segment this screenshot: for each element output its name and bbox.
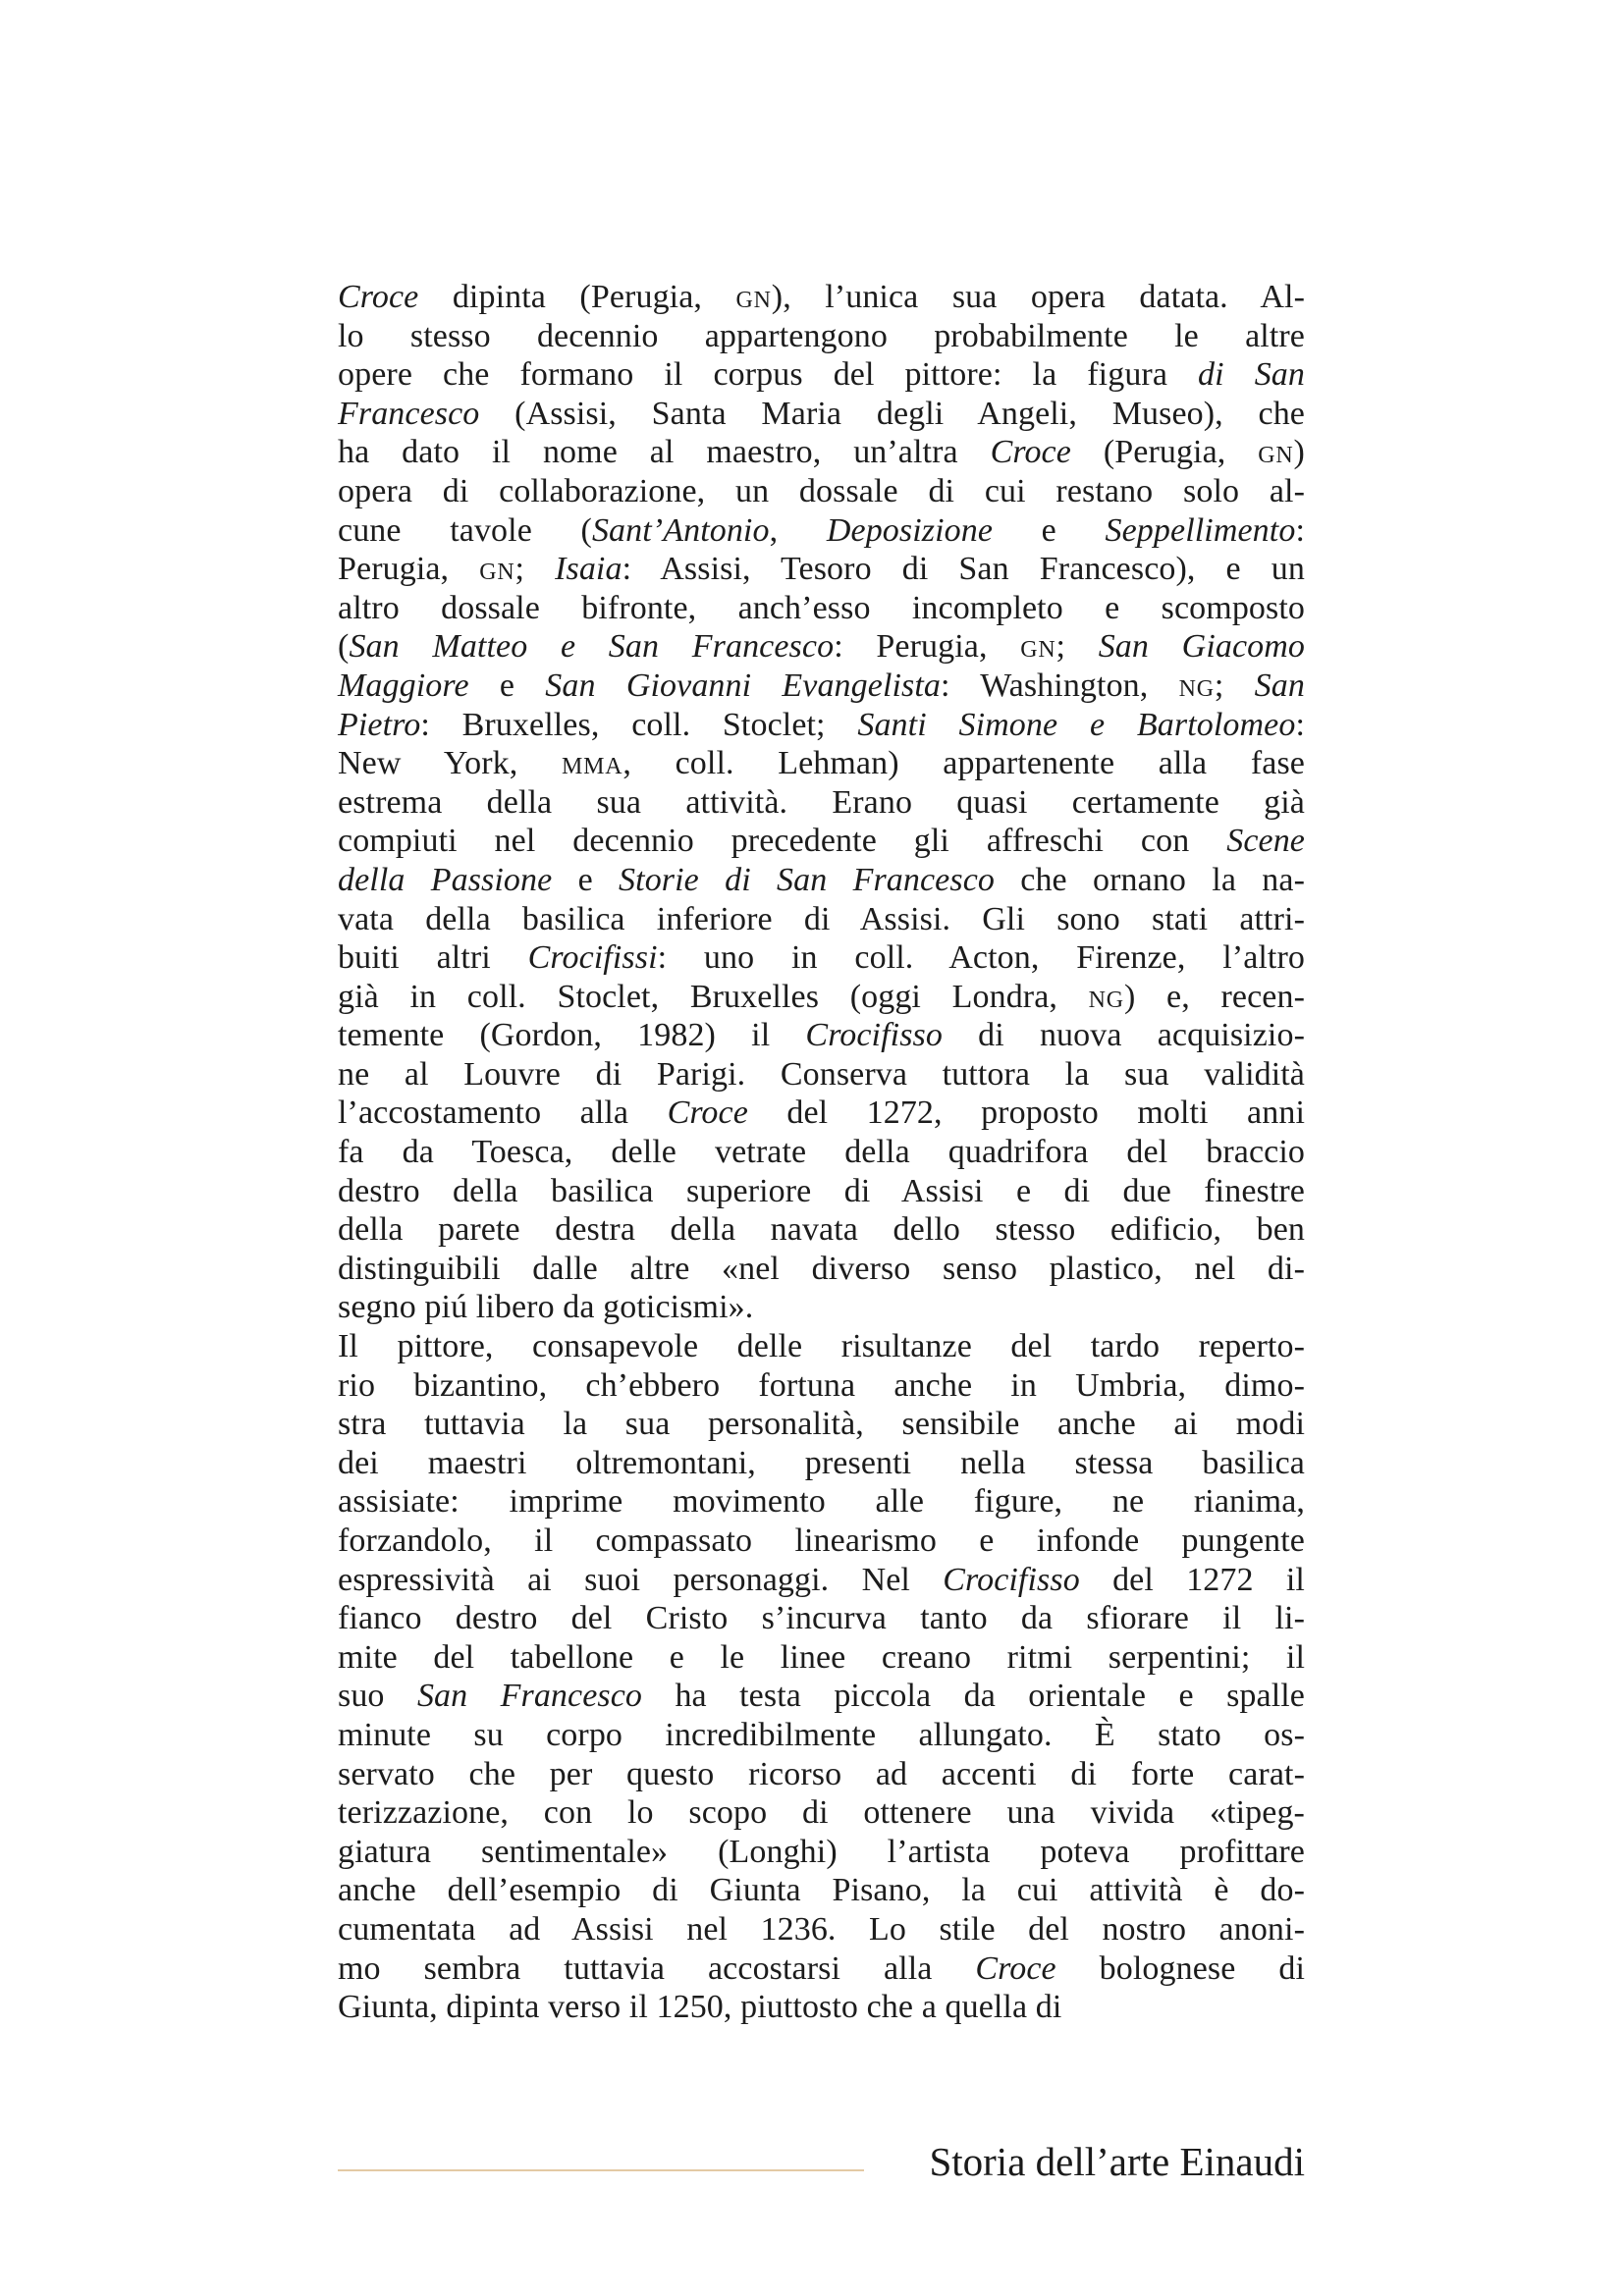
abbreviation: ng [1088, 978, 1124, 1015]
text-line [338, 1288, 1305, 1327]
text-line [338, 900, 1305, 939]
text-run: lo stesso decennio appartengono probabilmente le altre [338, 317, 1305, 354]
italic-text: San Matteo e San Francesco [349, 628, 835, 666]
italic-text: Santi Simone e Bartolomeo [857, 706, 1296, 743]
text-line [338, 1366, 1305, 1406]
text-run: rio bizantino, ch’ebbero fortuna anche in Umbria, dimo- [338, 1366, 1305, 1404]
text-run: assisiate: imprime movimento alle figure, ne rianima, [338, 1483, 1305, 1521]
text-line [338, 822, 1305, 861]
text-line [338, 1833, 1305, 1872]
text-run: : [1295, 511, 1305, 549]
text-run: Giunta, dipinta verso il 1250, piuttosto che a quella di [338, 1989, 1062, 2026]
text-run: cumentata ad Assisi nel 1236. Lo stile del nostro anoni- [338, 1910, 1305, 1948]
text-run: dipinta (Perugia, [418, 279, 736, 315]
italic-text: Maggiore [338, 667, 469, 704]
text-line [338, 1910, 1305, 1949]
text-line [338, 1755, 1305, 1794]
footer-title: Storia dell’arte Einaudi [929, 2139, 1305, 2184]
text-run: vata della basilica inferiore di Assisi. Gli sono stati attri- [338, 900, 1305, 937]
text-run: del 1272, proposto molti anni [747, 1095, 1305, 1132]
text-run: stra tuttavia la sua personalità, sensibile anche ai modi [338, 1406, 1305, 1443]
text-line [338, 1561, 1305, 1600]
text-run: segno piú libero da goticismi». [338, 1289, 754, 1326]
page-footer [338, 2137, 1305, 2186]
text-run: fa da Toesca, delle vetrate della quadrifora del braccio [338, 1134, 1305, 1171]
italic-text: Crocifissi [527, 939, 658, 977]
text-run: : Assisi, Tesoro di San Francesco), e un [622, 551, 1305, 588]
text-line [338, 1482, 1305, 1522]
text-run: del 1272 il [1079, 1561, 1305, 1598]
italic-text: di San [1198, 356, 1305, 394]
text-line [338, 667, 1305, 706]
text-run: : uno in coll. Acton, Firenze, l’altro [657, 939, 1306, 977]
text-run: che ornano la na- [995, 861, 1305, 898]
italic-text: Francesco [338, 395, 480, 432]
text-run: bolognese di [1055, 1949, 1305, 1987]
text-run: espressività ai suoi personaggi. Nel [338, 1561, 944, 1598]
text-line [338, 1716, 1305, 1755]
text-run: ; [514, 551, 556, 588]
italic-text: Crocifisso [943, 1561, 1080, 1598]
italic-text: Scene [1226, 823, 1305, 860]
text-run: cune tavole ( [338, 511, 592, 549]
italic-text: Croce [667, 1095, 748, 1132]
text-run: ), l’unica sua opera datata. Al- [771, 279, 1306, 315]
text-run: ) [1293, 434, 1305, 471]
text-run: (Perugia, [1070, 434, 1259, 471]
text-line [338, 1016, 1305, 1055]
text-line [338, 1405, 1305, 1444]
text-line [338, 589, 1305, 628]
text-run: , [769, 511, 827, 549]
abbreviation: gn [735, 279, 772, 315]
text-run: e [993, 511, 1106, 549]
text-line [338, 1250, 1305, 1289]
text-run: : Washington, [941, 667, 1179, 704]
text-line [338, 1094, 1305, 1133]
text-run: opera di collaborazione, un dossale di cui restano solo al- [338, 472, 1305, 509]
text-run: ne al Louvre di Parigi. Conserva tuttora la sua validità [338, 1055, 1305, 1093]
text-line [338, 1444, 1305, 1483]
text-line [338, 706, 1305, 745]
text-line [338, 1522, 1305, 1561]
italic-text: Sant’Antonio [591, 511, 770, 549]
text-line [338, 1055, 1305, 1095]
text-line [338, 1988, 1305, 2027]
text-line [338, 1677, 1305, 1716]
abbreviation: gn [479, 551, 515, 588]
text-line [338, 278, 1305, 317]
text-line [338, 783, 1305, 823]
italic-text: Croce [975, 1949, 1056, 1987]
text-run: e [468, 667, 546, 704]
text-run: : Perugia, [834, 628, 1021, 666]
text-line [338, 744, 1305, 783]
text-line [338, 938, 1305, 978]
text-run: destro della basilica superiore di Assisi e di due finestre [338, 1172, 1305, 1209]
text-run: compiuti nel decennio precedente gli affreschi con [338, 823, 1227, 860]
abbreviation: gn [1258, 434, 1294, 471]
abbreviation: ng [1178, 667, 1215, 704]
text-line [338, 1599, 1305, 1638]
text-run: Il pittore, consapevole delle risultanze del tardo reperto- [338, 1328, 1305, 1365]
italic-text: San Giovanni Evangelista [545, 667, 942, 704]
text-line [338, 511, 1305, 551]
text-run: buiti altri [338, 939, 528, 977]
text-run: distinguibili dalle altre «nel diverso senso plastico, nel di- [338, 1250, 1305, 1287]
text-line [338, 317, 1305, 356]
text-line [338, 395, 1305, 434]
italic-text: Storie di San Francesco [619, 861, 995, 898]
text-run: opere che formano il corpus del pittore: la figura [338, 356, 1199, 394]
text-run: (Assisi, Santa Maria degli Angeli, Museo), che [479, 395, 1305, 432]
text-line [338, 550, 1305, 589]
text-line [338, 861, 1305, 900]
text-line [338, 1133, 1305, 1172]
text-run: ; [1214, 667, 1255, 704]
text-line [338, 1327, 1305, 1366]
text-line [338, 627, 1305, 667]
text-run: , coll. Lehman) appartenente alla fase [622, 745, 1305, 782]
text-line [338, 1949, 1305, 1989]
text-run: minute su corpo incredibilmente allungato. È stato os- [338, 1716, 1305, 1753]
text-run: l’accostamento alla [338, 1095, 668, 1132]
italic-text: Seppellimento [1105, 511, 1296, 549]
footer-rule [338, 2169, 864, 2171]
text-run: e [552, 861, 620, 898]
text-line [338, 472, 1305, 511]
text-run: della parete destra della navata dello stesso edificio, ben [338, 1211, 1305, 1249]
text-line [338, 1210, 1305, 1250]
text-run: : [1295, 706, 1305, 743]
text-line [338, 1871, 1305, 1910]
text-run: forzandolo, il compassato linearismo e infonde pungente [338, 1522, 1305, 1559]
text-run: altro dossale bifronte, anch’esso incompleto e scomposto [338, 589, 1305, 626]
italic-text: della Passione [338, 861, 553, 898]
text-line [338, 1793, 1305, 1833]
text-run: ) e, recen- [1123, 978, 1305, 1015]
italic-text: San Francesco [416, 1678, 643, 1715]
text-run: giatura sentimentale» (Longhi) l’artista poteva profittare [338, 1833, 1305, 1870]
italic-text: San Giacomo [1098, 628, 1306, 666]
italic-text: Pietro [338, 706, 421, 743]
text-run: ha testa piccola da orientale e spalle [642, 1678, 1305, 1715]
abbreviation: mma [561, 745, 623, 782]
text-run: dei maestri oltremontani, presenti nella stessa basilica [338, 1444, 1305, 1481]
text-run: : Bruxelles, coll. Stoclet; [420, 706, 858, 743]
text-run: terizzazione, con lo scopo di ottenere una vivida «tipeg- [338, 1794, 1305, 1832]
italic-text: Croce [338, 279, 419, 315]
text-run: mite del tabellone e le linee creano ritmi serpentini; il [338, 1638, 1305, 1676]
text-run: suo [338, 1678, 417, 1715]
italic-text: Deposizione [826, 511, 994, 549]
text-run: ha dato il nome al maestro, un’altra [338, 434, 991, 471]
text-run: temente (Gordon, 1982) il [338, 1017, 806, 1054]
text-run: Perugia, [338, 551, 480, 588]
text-run: mo sembra tuttavia accostarsi alla [338, 1949, 976, 1987]
text-run: servato che per questo ricorso ad accenti di forte carat- [338, 1755, 1305, 1792]
italic-text: Croce [990, 434, 1071, 471]
text-line [338, 355, 1305, 395]
text-run: già in coll. Stoclet, Bruxelles (oggi Londra, [338, 978, 1089, 1015]
text-run: di nuova acquisizio- [942, 1017, 1305, 1054]
text-run: anche dell’esempio di Giunta Pisano, la cui attività è do- [338, 1872, 1305, 1909]
text-run: ( [338, 628, 350, 666]
italic-text: Crocifisso [805, 1017, 943, 1054]
text-run: New York, [338, 745, 562, 782]
text-line [338, 978, 1305, 1017]
text-line [338, 1172, 1305, 1211]
text-line [338, 433, 1305, 472]
text-run: ; [1055, 628, 1099, 666]
italic-text: San [1254, 667, 1305, 704]
text-run: fianco destro del Cristo s’incurva tanto da sfiorare il li- [338, 1600, 1305, 1637]
text-run: estrema della sua attività. Erano quasi certamente già [338, 783, 1305, 821]
body-text [338, 278, 1305, 2027]
text-line [338, 1638, 1305, 1678]
abbreviation: gn [1020, 628, 1056, 666]
italic-text: Isaia [555, 551, 622, 588]
